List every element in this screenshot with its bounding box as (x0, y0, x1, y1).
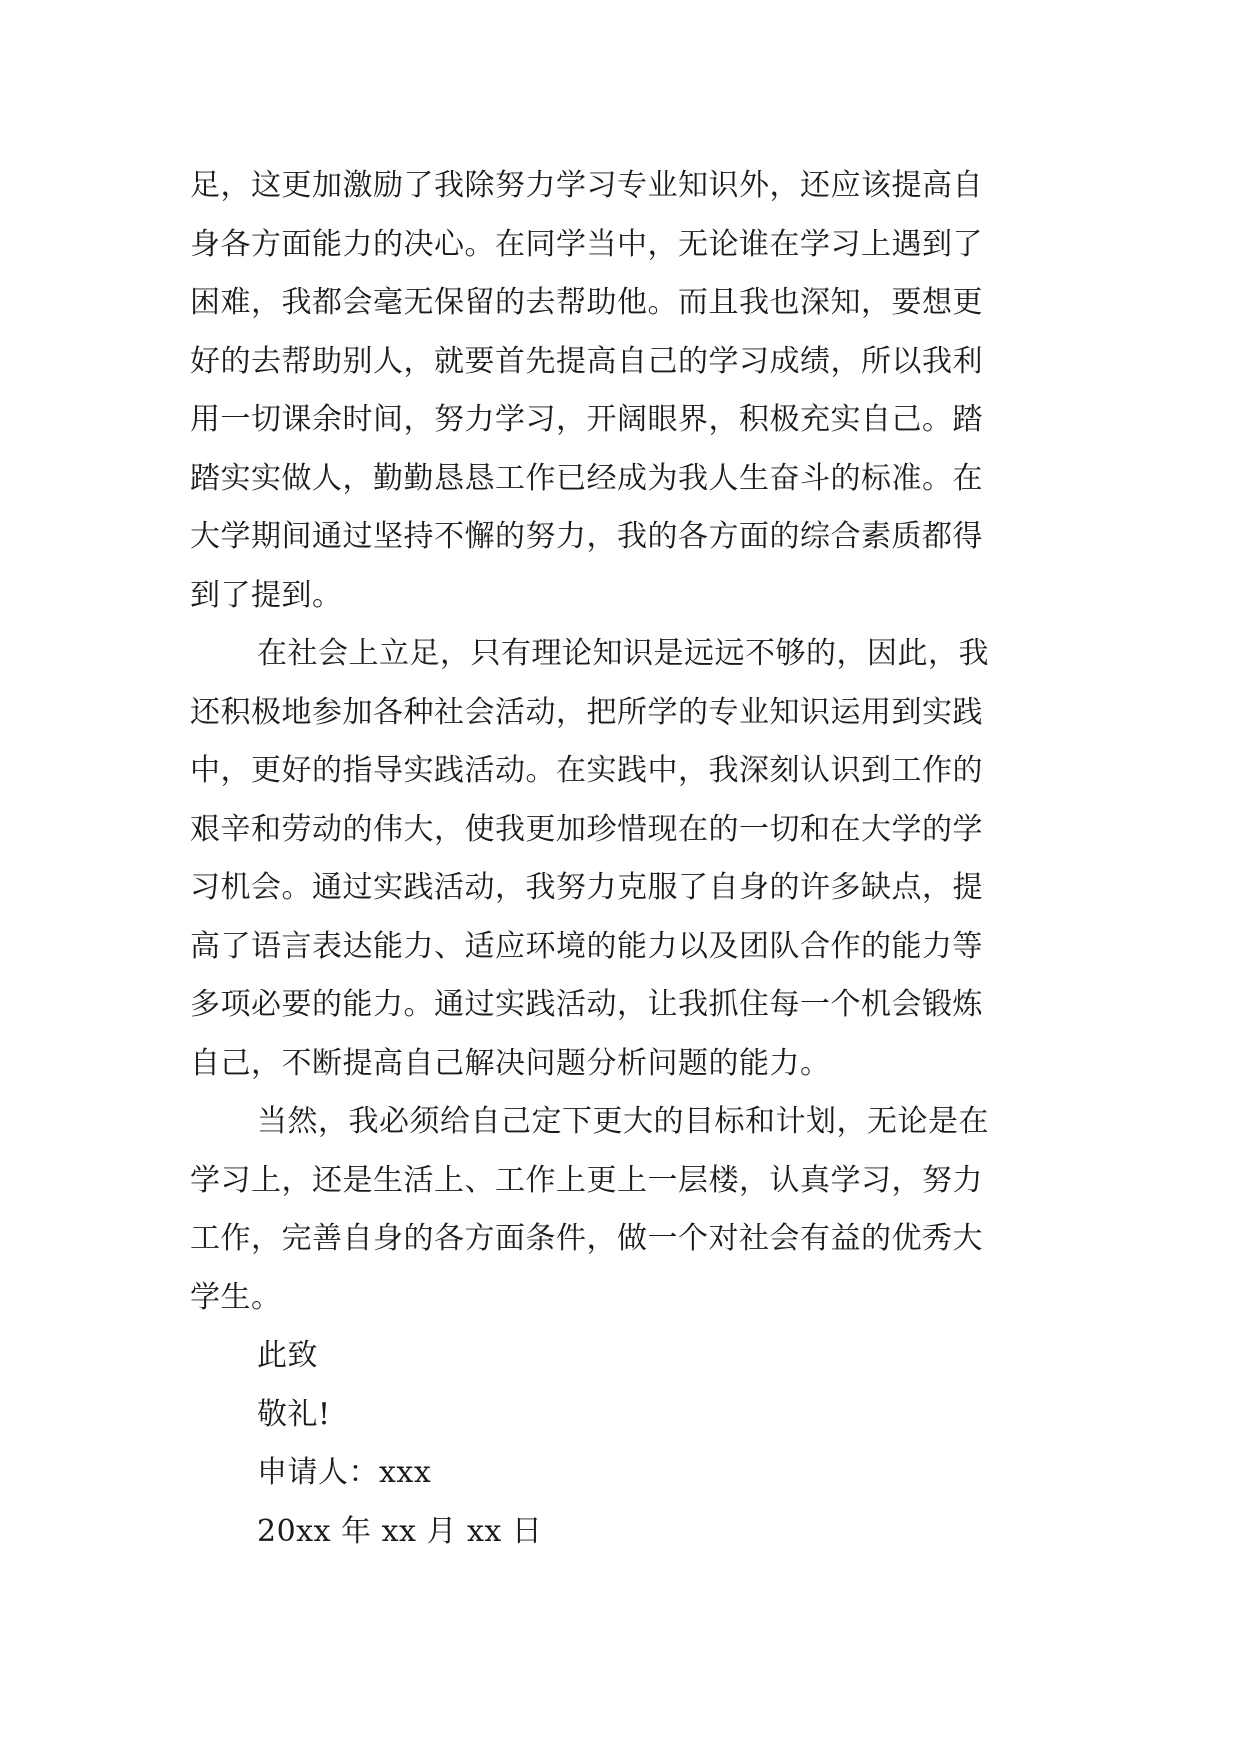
closing-salutation: 此致 (257, 1338, 318, 1373)
paragraph-2-line: 多项必要的能力。通过实践活动，让我抓住每一个机会锻炼 (190, 987, 983, 1022)
paragraph-1-line: 到了提到。 (190, 577, 343, 613)
letter-date: 20xx 年 xx 月 xx 日 (257, 1513, 543, 1549)
paragraph-3-line: 学习上，还是生活上、工作上更上一层楼，认真学习，努力 (190, 1162, 983, 1198)
paragraph-1-line: 足，这更加激励了我除努力学习专业知识外，还应该提高自 (190, 168, 983, 203)
paragraph-2-line: 在社会上立足，只有理论知识是远远不够的，因此，我 (257, 636, 989, 671)
paragraph-2-line: 习机会。通过实践活动，我努力克服了自身的许多缺点，提 (190, 870, 983, 905)
paragraph-1-line: 困难，我都会毫无保留的去帮助他。而且我也深知，要想更 (190, 285, 983, 320)
closing-regards: 敬礼! (257, 1396, 331, 1432)
paragraph-2-line: 艰辛和劳动的伟大，使我更加珍惜现在的一切和在大学的学 (190, 811, 983, 847)
paragraph-3-line: 工作，完善自身的各方面条件，做一个对社会有益的优秀大 (190, 1221, 983, 1256)
paragraph-1-line: 踏实实做人，勤勤恳恳工作已经成为我人生奋斗的标准。在 (190, 460, 983, 496)
paragraph-1-line: 大学期间通过坚持不懈的努力，我的各方面的综合素质都得 (190, 519, 983, 554)
paragraph-3-line: 学生。 (190, 1279, 282, 1315)
paragraph-2-line: 还积极地参加各种社会活动，把所学的专业知识运用到实践 (190, 694, 983, 730)
paragraph-2-line: 中，更好的指导实践活动。在实践中，我深刻认识到工作的 (190, 753, 983, 788)
paragraph-2-line: 自己，不断提高自己解决问题分析问题的能力。 (190, 1045, 831, 1081)
applicant-signature: 申请人：xxx (257, 1455, 432, 1490)
paragraph-1-line: 好的去帮助别人，就要首先提高自己的学习成绩，所以我利 (190, 343, 983, 379)
paragraph-1-line: 用一切课余时间，努力学习，开阔眼界，积极充实自己。踏 (190, 402, 983, 437)
letter-body (190, 157, 1052, 1561)
paragraph-1-line: 身各方面能力的决心。在同学当中，无论谁在学习上遇到了 (190, 226, 983, 262)
paragraph-2-line: 高了语言表达能力、适应环境的能力以及团队合作的能力等 (190, 928, 983, 964)
paragraph-3-line: 当然，我必须给自己定下更大的目标和计划，无论是在 (257, 1104, 989, 1139)
